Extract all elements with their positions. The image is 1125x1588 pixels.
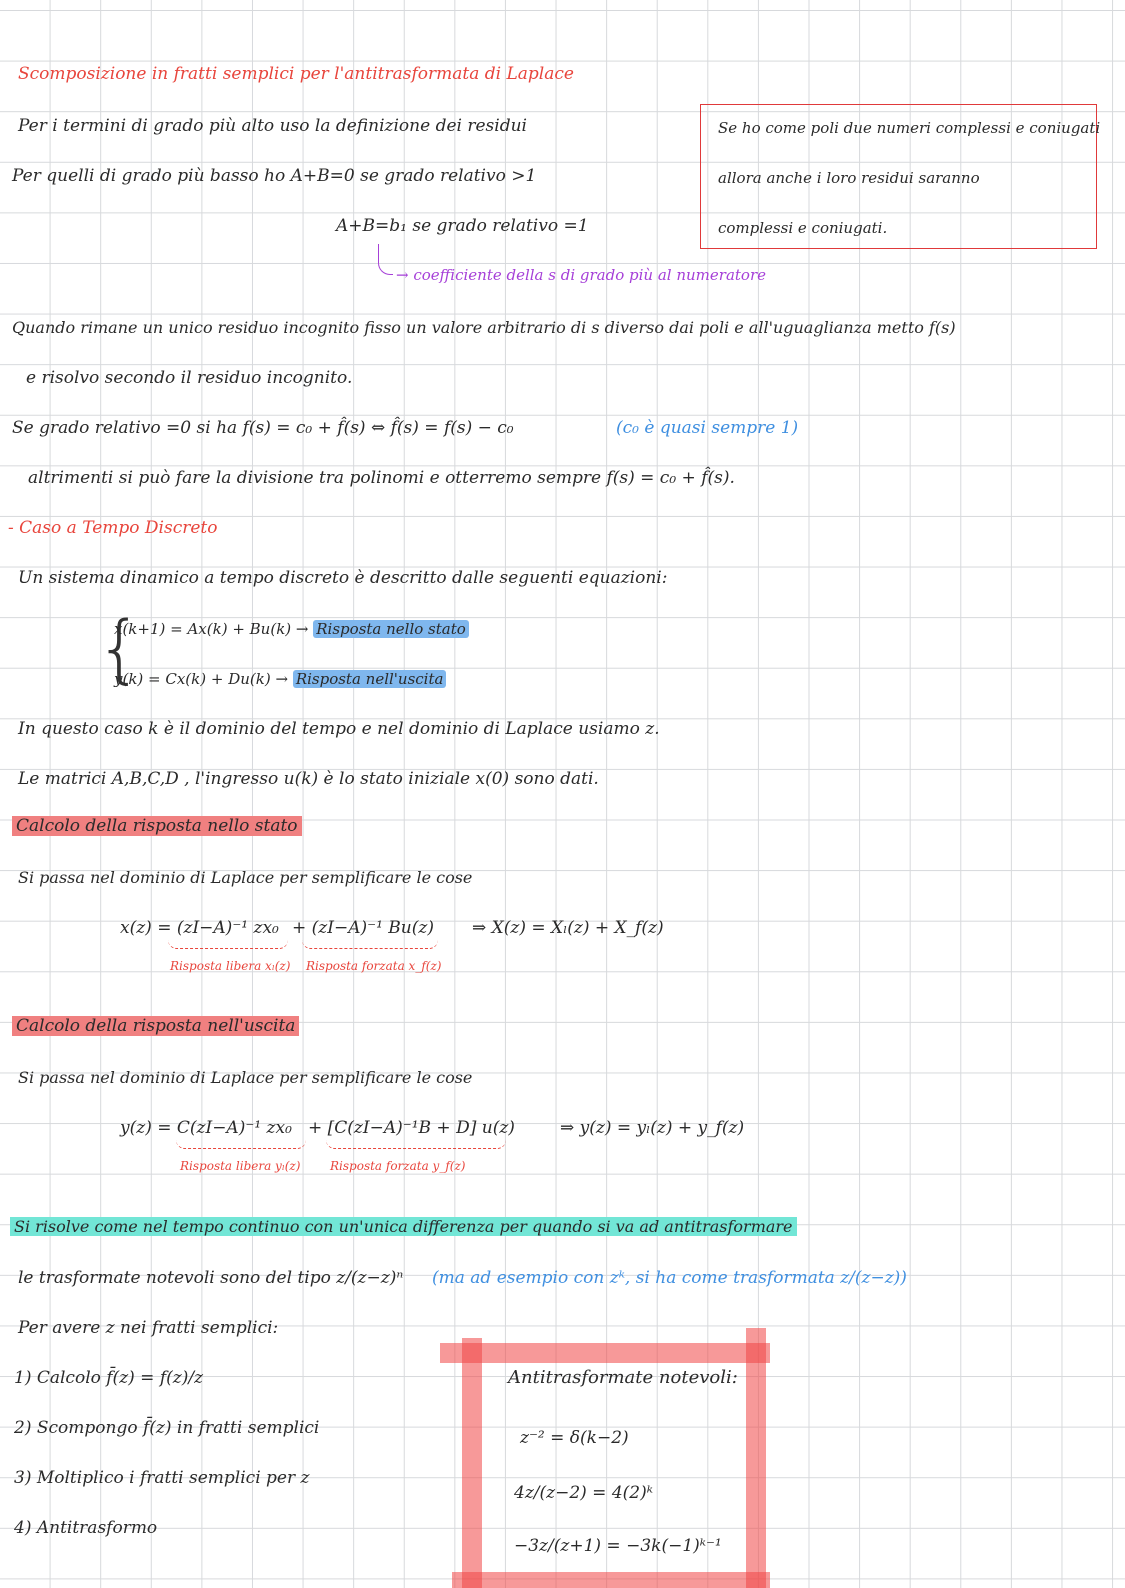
discrete-heading: - Caso a Tempo Discreto — [8, 518, 218, 538]
unknown-residue-line-1: Quando rimane un unico residuo incognito fisso un valore arbitrario di s diverso dai poli e all'uguaglianza metto f(s) — [12, 318, 956, 337]
intro-note: → coefficiente della s di grado più al numeratore — [396, 266, 766, 284]
box-note-line-2: allora anche i loro residui saranno — [718, 169, 980, 187]
state-forced-underbrace — [302, 940, 438, 949]
state-free-underbrace — [168, 940, 288, 949]
output-formula-c: ⇒ y(z) = yₗ(z) + y_f(z) — [560, 1118, 745, 1138]
state-label-free: Risposta libera xₗ(z) — [170, 959, 291, 973]
notable-item-2: 4z/(z−2) = 4(2)ᵏ — [514, 1483, 653, 1503]
state-formula-b: + (zI−A)⁻¹ Bu(z) — [292, 918, 434, 938]
notable-item-3: −3z/(z+1) = −3k(−1)ᵏ⁻¹ — [514, 1536, 722, 1556]
step-4: 4) Antitrasformo — [14, 1518, 158, 1538]
output-label-free: Risposta libera yₗ(z) — [180, 1159, 301, 1173]
discrete-line-data: Le matrici A,B,C,D , l'ingresso u(k) è lo stato iniziale x(0) sono dati. — [18, 769, 599, 789]
inverse-highlight: Si risolve come nel tempo continuo con un'unica differenza per quando si va ad antitrasformare — [10, 1216, 797, 1238]
state-formula-c: ⇒ X(z) = Xₗ(z) + X_f(z) — [472, 918, 664, 938]
output-formula-a: y(z) = C(zI−A)⁻¹ zx₀ — [120, 1118, 292, 1138]
notable-item-1: z⁻² = δ(k−2) — [520, 1428, 629, 1448]
state-label-forced: Risposta forzata x_f(z) — [306, 959, 442, 973]
arrow-hook-icon — [378, 244, 393, 275]
box-note-line-1: Se ho come poli due numeri complessi e coniugati — [718, 119, 1101, 137]
relative-degree-note: (c₀ è quasi sempre 1) — [616, 418, 799, 438]
output-equation: y(k) = Cx(k) + Du(k) → Risposta nell'uscita — [114, 668, 446, 690]
state-response-heading: Calcolo della risposta nello stato — [12, 815, 302, 837]
box-note-line-3: complessi e coniugati. — [718, 219, 888, 237]
output-free-underbrace — [176, 1140, 306, 1149]
intro-line-3: A+B=b₁ se grado relativo =1 — [336, 216, 589, 236]
inverse-line-2: Per avere z nei fratti semplici: — [18, 1318, 279, 1338]
state-equation: x(k+1) = Ax(k) + Bu(k) → Risposta nello stato — [114, 618, 469, 640]
page-title: Scomposizione in fratti semplici per l'antitrasformata di Laplace — [18, 64, 574, 84]
step-2: 2) Scompongo f̄(z) in fratti semplici — [14, 1418, 320, 1438]
relative-degree-line-1: Se grado relativo =0 si ha f(s) = c₀ + f̂(s) ⇔ f̂(s) = f(s) − c₀ — [12, 418, 514, 438]
output-formula-b: + [C(zI−A)⁻¹B + D] u(z) — [308, 1118, 515, 1138]
intro-line-1: Per i termini di grado più alto uso la definizione dei residui — [18, 116, 527, 136]
output-response-text: Si passa nel dominio di Laplace per semplificare le cose — [18, 1068, 473, 1087]
state-formula-a: x(z) = (zI−A)⁻¹ zx₀ — [120, 918, 279, 938]
inverse-note: (ma ad esempio con zᵏ, si ha come trasformata z/(z−z)) — [432, 1268, 907, 1288]
inverse-line-1: le trasformate notevoli sono del tipo z/(z−z)ⁿ — [18, 1268, 404, 1288]
output-equation-label: Risposta nell'uscita — [293, 670, 447, 688]
unknown-residue-line-2: e risolvo secondo il residuo incognito. — [26, 368, 353, 388]
state-response-text: Si passa nel dominio di Laplace per semplificare le cose — [18, 868, 473, 887]
relative-degree-line-2: altrimenti si può fare la divisione tra polinomi e otterremo sempre f(s) = c₀ + f̂(s). — [28, 468, 735, 488]
notable-title: Antitrasformate notevoli: — [508, 1367, 738, 1388]
discrete-intro: Un sistema dinamico a tempo discreto è descritto dalle seguenti equazioni: — [18, 568, 668, 588]
system-brace: { — [96, 606, 144, 692]
step-3: 3) Moltiplico i fratti semplici per z — [14, 1468, 310, 1488]
output-forced-underbrace — [326, 1140, 506, 1149]
discrete-line-k: In questo caso k è il dominio del tempo e nel dominio di Laplace usiamo z. — [18, 719, 660, 739]
output-label-forced: Risposta forzata y_f(z) — [330, 1159, 466, 1173]
state-equation-label: Risposta nello stato — [313, 620, 469, 638]
intro-line-2: Per quelli di grado più basso ho A+B=0 se grado relativo >1 — [12, 166, 537, 186]
step-1: 1) Calcolo f̄(z) = f(z)/z — [14, 1368, 204, 1388]
output-response-heading: Calcolo della risposta nell'uscita — [12, 1015, 299, 1037]
